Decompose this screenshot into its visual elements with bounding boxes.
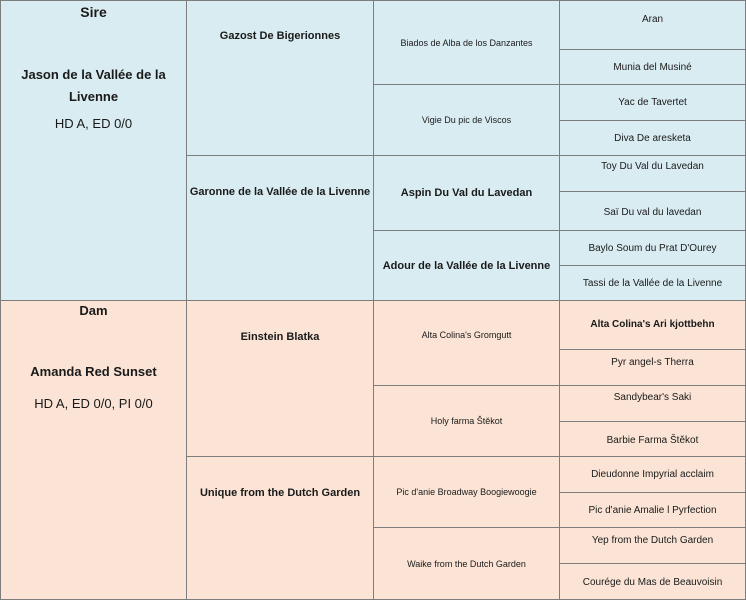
dam-name: Amanda Red Sunset <box>30 364 157 379</box>
dam-health: HD A, ED 0/0, PI 0/0 <box>34 396 153 411</box>
sire-sire-dam-cell: Vigie Du pic de Viscos <box>373 84 560 156</box>
sire-sire-cell: Gazost De Bigerionnes <box>186 0 374 156</box>
gen4-sire-1: Aran <box>559 0 746 50</box>
dam-sire-dam-cell: Holy farma Štěkot <box>373 385 560 457</box>
gen4-sire-2: Munia del Musiné <box>559 49 746 85</box>
gen4-sire-8: Tassi de la Vallée de la Livenne <box>559 265 746 301</box>
sire-dam-cell: Garonne de la Vallée de la Livenne <box>186 155 374 301</box>
gen4-dam-5: Dieudonne Impyrial acclaim <box>559 456 746 493</box>
sire-cell <box>0 0 187 301</box>
gen4-dam-2: Pyr angel-s Therra <box>559 349 746 386</box>
dam-cell <box>0 300 187 600</box>
gen4-dam-1: Alta Colina's Ari kjottbehn <box>559 300 746 350</box>
sire-name: Jason de la Vallée de la Livenne <box>21 67 166 104</box>
gen4-dam-3: Sandybear's Saki <box>559 385 746 422</box>
dam-sire-cell: Einstein Blatka <box>186 300 374 457</box>
dam-dam-dam-cell: Waike from the Dutch Garden <box>373 527 560 600</box>
gen4-dam-8: Courége du Mas de Beauvoisin <box>559 563 746 600</box>
dam-heading: Dam <box>79 303 108 318</box>
dam-dam-cell: Unique from the Dutch Garden <box>186 456 374 600</box>
sire-sire-sire-cell: Biados de Alba de los Danzantes <box>373 0 560 85</box>
gen4-sire-5: Toy Du Val du Lavedan <box>559 155 746 192</box>
gen4-sire-3: Yac de Tavertet <box>559 84 746 121</box>
gen4-sire-4: Diva De aresketa <box>559 120 746 156</box>
gen4-dam-4: Barbie Farma Štěkot <box>559 421 746 457</box>
sire-dam-dam-cell: Adour de la Vallée de la Livenne <box>373 230 560 301</box>
dam-dam-sire-cell: Pic d'anie Broadway Boogiewoogie <box>373 456 560 528</box>
sire-dam-sire-cell: Aspin Du Val du Lavedan <box>373 155 560 231</box>
dam-sire-sire-cell: Alta Colina's Gromgutt <box>373 300 560 386</box>
gen4-dam-7: Yep from the Dutch Garden <box>559 527 746 564</box>
gen4-sire-6: Saï Du val du lavedan <box>559 191 746 231</box>
gen4-sire-7: Baylo Soum du Prat D'Ourey <box>559 230 746 266</box>
gen4-dam-6: Pic d'anie Amalie l Pyrfection <box>559 492 746 528</box>
sire-health: HD A, ED 0/0 <box>54 116 133 131</box>
sire-heading: Sire <box>80 4 107 20</box>
